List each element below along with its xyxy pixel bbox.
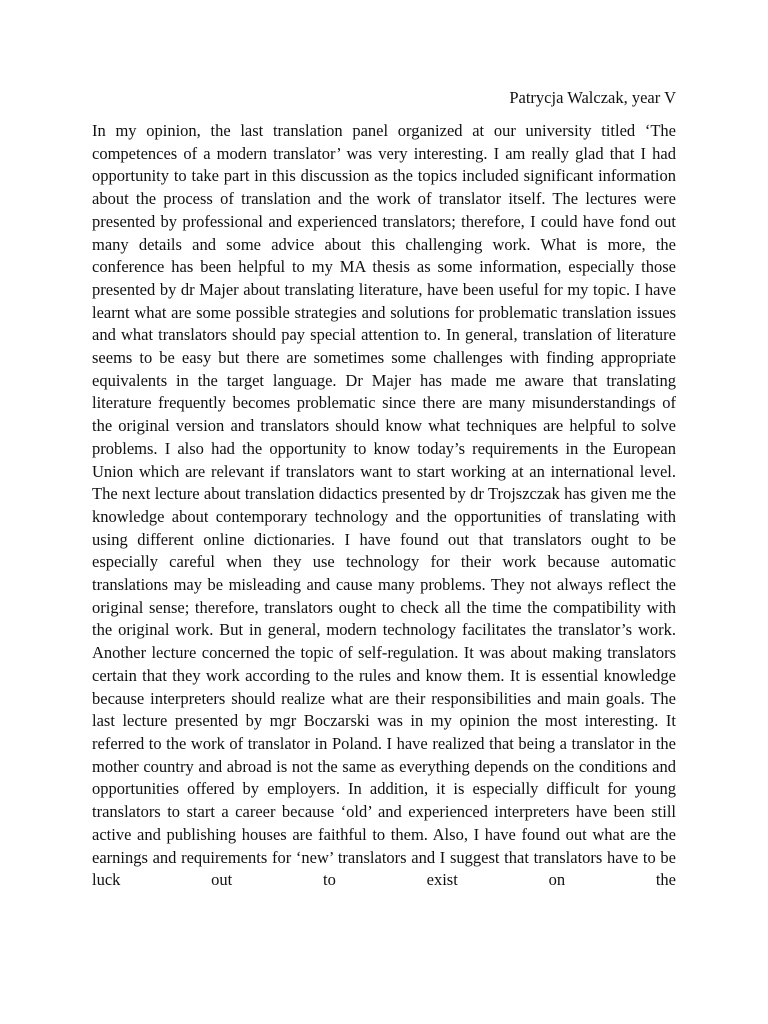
essay-paragraph: In my opinion, the last translation panel organized at our university titled ‘The competences of a modern translator’ was very interesting. I am really glad that I had opportunity to take part in this discussion as the topics included significant information about the process of translation and the work of translator itself. The lectures were presented by professional and experienced translators; therefore, I could have fond out many details and some advice about this challenging work. What is more, the conference has been helpful to my MA thesis as some information, especially those presented by dr Majer about translating literature, have been useful for my topic. I have learnt what are some possible strategies and solutions for problematic translation issues and what translators should pay special attention to. In general, translation of literature seems to be easy but there are sometimes some challenges with finding appropriate equivalents in the target language. Dr Majer has made me aware that translating literature frequently becomes problematic since there are many misunderstandings of the original version and translators should know what techniques are helpful to solve problems. I also had the opportunity to know today’s requirements in the European Union which are relevant if translators want to start working at an international level. The next lecture about translation didactics presented by dr Trojszczak has given me the knowledge about contemporary technology and the opportunities of translating with using different online dictionaries. I have found out that translators ought to be especially careful when they use technology for their work because automatic translations may be misleading and cause many problems. They not always reflect the original sense; therefore, translators ought to check all the time the compatibility with the original work. But in general, modern technology facilitates the translator’s work. Another lecture concerned the topic of self-regulation. It was about making translators certain that they work according to the rules and know them. It is essential knowledge because interpreters should realize what are their responsibilities and main goals. The last lecture presented by mgr Boczarski was in my opinion the most interesting. It referred to the work of translator in Poland. I have realized that being a translator in the mother country and abroad is not the same as everything depends on the conditions and opportunities offered by employers. In addition, it is especially difficult for young translators to start a career because ‘old’ and experienced interpreters have been still active and publishing houses are faithful to them. Also, I have found out what are the earnings and requirements for ‘new’ translators and I suggest that translators have to be luck out to exist on the: [92, 121, 676, 890]
author-line: Patrycja Walczak, year V: [509, 88, 676, 107]
